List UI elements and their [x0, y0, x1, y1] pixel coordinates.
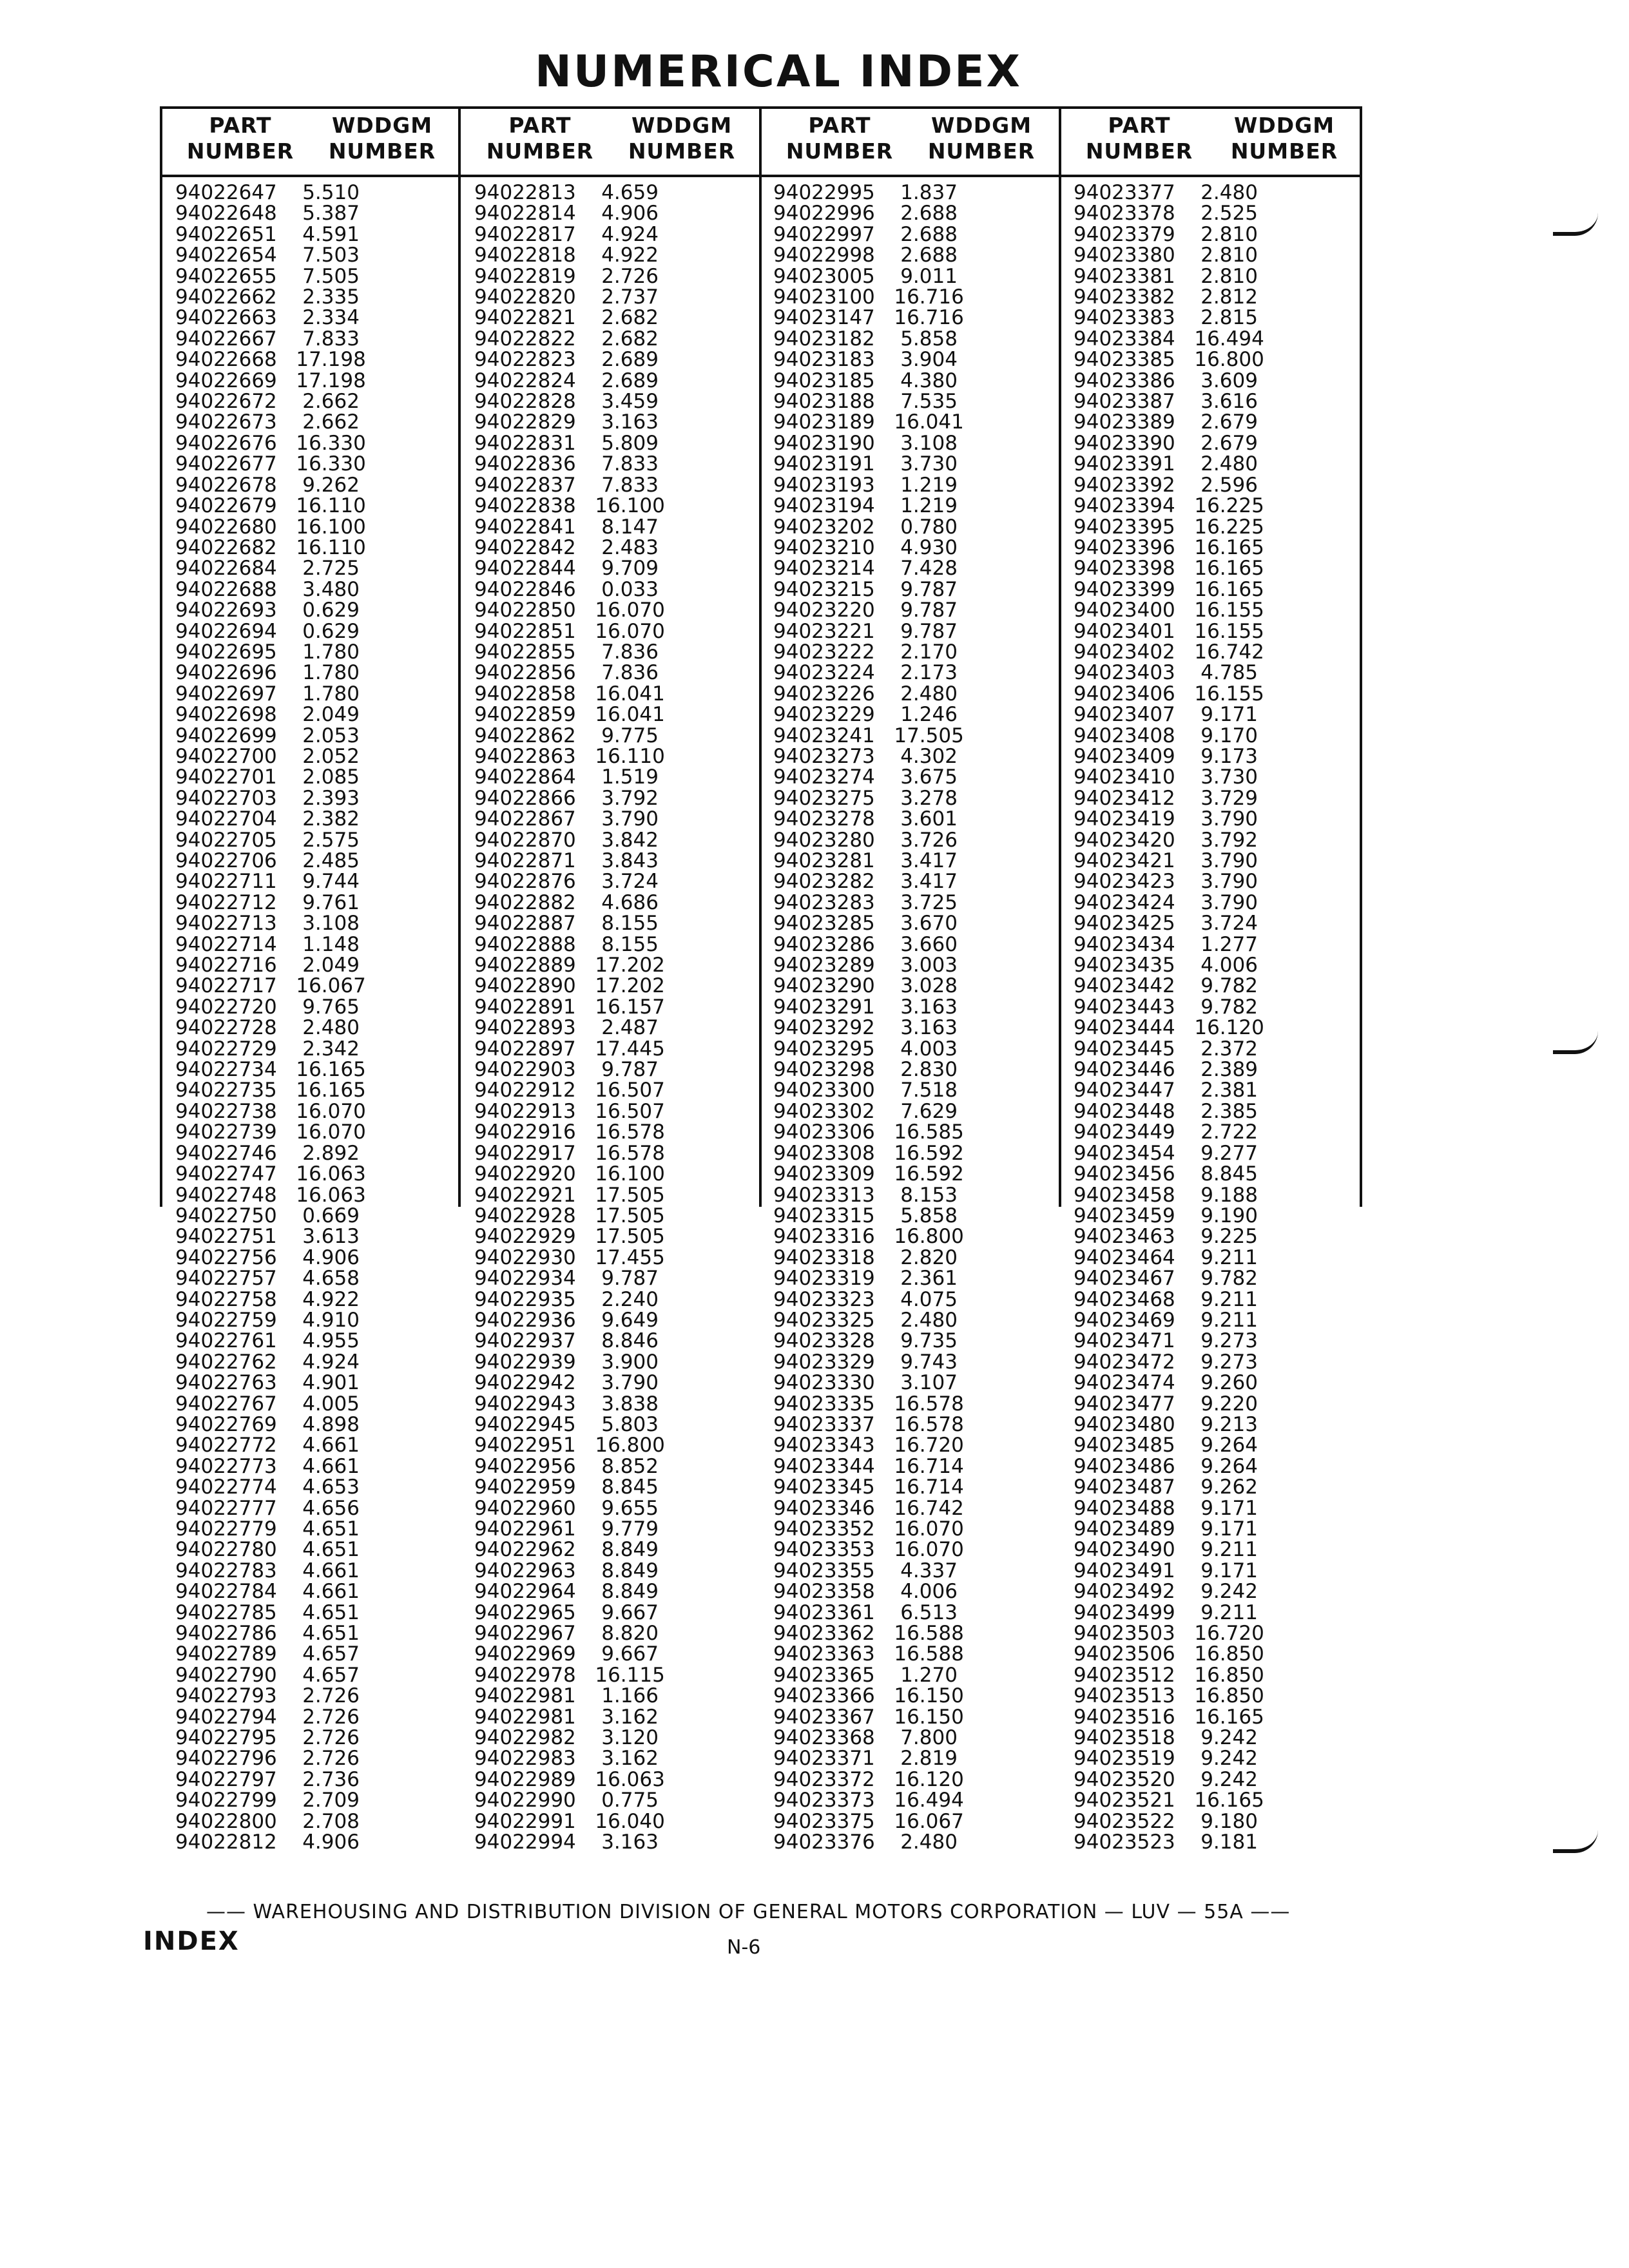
header-wddgm-number: WDDGM NUMBER: [1230, 113, 1338, 164]
margin-mark: [1553, 1031, 1598, 1054]
header-wddgm-number: WDDGM NUMBER: [927, 113, 1036, 164]
index-column-2: 94022813 4.659 94022814 4.906 94022817 4.924 94022818 4.922 94022819 2.726 94022820 2.737 94022821 2.682 94022822 2.682 94022823 2.689 94022824 2.689 94022828 3.459 94022829 3.163 94022831 5.809 94022836 7.833 94022837 7.833 94022838 16.100 94022841 8.147 94022842 2.483 94022844 9.709 94022846 0.033 94022850 16.070 94022851 16.070 94022855 7.836 94022856 7.836 94022858 16.041 94022859 16.041 94022862 9.775 94022863 16.110 94022864 1.519 94022866 3.792 94022867 3.790 94022870 3.842 94022871 3.843 94022876 3.724 94022882 4.686 94022887 8.155 94022888 8.155 94022889 17.202 94022890 17.202 94022891 16.157 94022893 2.487 94022897 17.445 94022903 9.787 94022912 16.507 94022913 16.507 94022916 16.578 94022917 16.578 94022920 16.100 94022921 17.505 94022928 17.505 94022929 17.505 94022930 17.455 94022934 9.787 94022935 2.240 94022936 9.649 94022937 8.846 94022939 3.900 94022942 3.790 94022943 3.838 94022945 5.803 94022951 16.800 94022956 8.852 94022959 8.845 94022960 9.655 94022961 9.779 94022962 8.849 94022963 8.849 94022964 8.849 94022965 9.667 94022967 8.820 94022969 9.667 94022978 16.115 94022981 1.166 94022981 3.162 94022982 3.120 94022983 3.162 94022989 16.063 94022990 0.775 94022991 16.040 94022994 3.163: [474, 181, 665, 1854]
column-divider: [1360, 106, 1362, 1207]
column-divider: [759, 106, 762, 1207]
header-part-number: PART NUMBER: [486, 113, 594, 164]
numerical-index-table: [160, 106, 1362, 1854]
column-divider: [458, 106, 461, 1207]
header-part-number: PART NUMBER: [186, 113, 294, 164]
footer-page-number: N-6: [727, 1936, 761, 1959]
index-column-1: 94022647 5.510 94022648 5.387 94022651 4.591 94022654 7.503 94022655 7.505 94022662 2.335 94022663 2.334 94022667 7.833 94022668 17.198 94022669 17.198 94022672 2.662 94022673 2.662 94022676 16.330 94022677 16.330 94022678 9.262 94022679 16.110 94022680 16.100 94022682 16.110 94022684 2.725 94022688 3.480 94022693 0.629 94022694 0.629 94022695 1.780 94022696 1.780 94022697 1.780 94022698 2.049 94022699 2.053 94022700 2.052 94022701 2.085 94022703 2.393 94022704 2.382 94022705 2.575 94022706 2.485 94022711 9.744 94022712 9.761 94022713 3.108 94022714 1.148 94022716 2.049 94022717 16.067 94022720 9.765 94022728 2.480 94022729 2.342 94022734 16.165 94022735 16.165 94022738 16.070 94022739 16.070 94022746 2.892 94022747 16.063 94022748 16.063 94022750 0.669 94022751 3.613 94022756 4.906 94022757 4.658 94022758 4.922 94022759 4.910 94022761 4.955 94022762 4.924 94022763 4.901 94022767 4.005 94022769 4.898 94022772 4.661 94022773 4.661 94022774 4.653 94022777 4.656 94022779 4.651 94022780 4.651 94022783 4.661 94022784 4.661 94022785 4.651 94022786 4.651 94022789 4.657 94022790 4.657 94022793 2.726 94022794 2.726 94022795 2.726 94022796 2.726 94022797 2.736 94022799 2.709 94022800 2.708 94022812 4.906: [175, 181, 366, 1854]
header-wddgm-number: WDDGM NUMBER: [328, 113, 436, 164]
footer-division: —— WAREHOUSING AND DISTRIBUTION DIVISION OF GENERAL MOTORS CORPORATION — LUV — 55A ——: [206, 1901, 1291, 1923]
footer-section-label: INDEX: [143, 1927, 240, 1956]
page-title: NUMERICAL INDEX: [535, 46, 1022, 97]
margin-mark: [1553, 1830, 1598, 1853]
index-column-4: 94023377 2.480 94023378 2.525 94023379 2.810 94023380 2.810 94023381 2.810 94023382 2.812 94023383 2.815 94023384 16.494 94023385 16.800 94023386 3.609 94023387 3.616 94023389 2.679 94023390 2.679 94023391 2.480 94023392 2.596 94023394 16.225 94023395 16.225 94023396 16.165 94023398 16.165 94023399 16.165 94023400 16.155 94023401 16.155 94023402 16.742 94023403 4.785 94023406 16.155 94023407 9.171 94023408 9.170 94023409 9.173 94023410 3.730 94023412 3.729 94023419 3.790 94023420 3.792 94023421 3.790 94023423 3.790 94023424 3.790 94023425 3.724 94023434 1.277 94023435 4.006 94023442 9.782 94023443 9.782 94023444 16.120 94023445 2.372 94023446 2.389 94023447 2.381 94023448 2.385 94023449 2.722 94023454 9.277 94023456 8.845 94023458 9.188 94023459 9.190 94023463 9.225 94023464 9.211 94023467 9.782 94023468 9.211 94023469 9.211 94023471 9.273 94023472 9.273 94023474 9.260 94023477 9.220 94023480 9.213 94023485 9.264 94023486 9.264 94023487 9.262 94023488 9.171 94023489 9.171 94023490 9.211 94023491 9.171 94023492 9.242 94023499 9.211 94023503 16.720 94023506 16.850 94023512 16.850 94023513 16.850 94023516 16.165 94023518 9.242 94023519 9.242 94023520 9.242 94023521 16.165 94023522 9.180 94023523 9.181: [1074, 181, 1264, 1854]
column-divider: [160, 106, 162, 1207]
header-wddgm-number: WDDGM NUMBER: [628, 113, 736, 164]
header-part-number: PART NUMBER: [1085, 113, 1193, 164]
column-divider: [1059, 106, 1061, 1207]
index-column-3: 94022995 1.837 94022996 2.688 94022997 2.688 94022998 2.688 94023005 9.011 94023100 16.716 94023147 16.716 94023182 5.858 94023183 3.904 94023185 4.380 94023188 7.535 94023189 16.041 94023190 3.108 94023191 3.730 94023193 1.219 94023194 1.219 94023202 0.780 94023210 4.930 94023214 7.428 94023215 9.787 94023220 9.787 94023221 9.787 94023222 2.170 94023224 2.173 94023226 2.480 94023229 1.246 94023241 17.505 94023273 4.302 94023274 3.675 94023275 3.278 94023278 3.601 94023280 3.726 94023281 3.417 94023282 3.417 94023283 3.725 94023285 3.670 94023286 3.660 94023289 3.003 94023290 3.028 94023291 3.163 94023292 3.163 94023295 4.003 94023298 2.830 94023300 7.518 94023302 7.629 94023306 16.585 94023308 16.592 94023309 16.592 94023313 8.153 94023315 5.858 94023316 16.800 94023318 2.820 94023319 2.361 94023323 4.075 94023325 2.480 94023328 9.735 94023329 9.743 94023330 3.107 94023335 16.578 94023337 16.578 94023343 16.720 94023344 16.714 94023345 16.714 94023346 16.742 94023352 16.070 94023353 16.070 94023355 4.337 94023358 4.006 94023361 6.513 94023362 16.588 94023363 16.588 94023365 1.270 94023366 16.150 94023367 16.150 94023368 7.800 94023371 2.819 94023372 16.120 94023373 16.494 94023375 16.067 94023376 2.480: [773, 181, 964, 1854]
header-part-number: PART NUMBER: [786, 113, 894, 164]
margin-mark: [1553, 213, 1598, 236]
